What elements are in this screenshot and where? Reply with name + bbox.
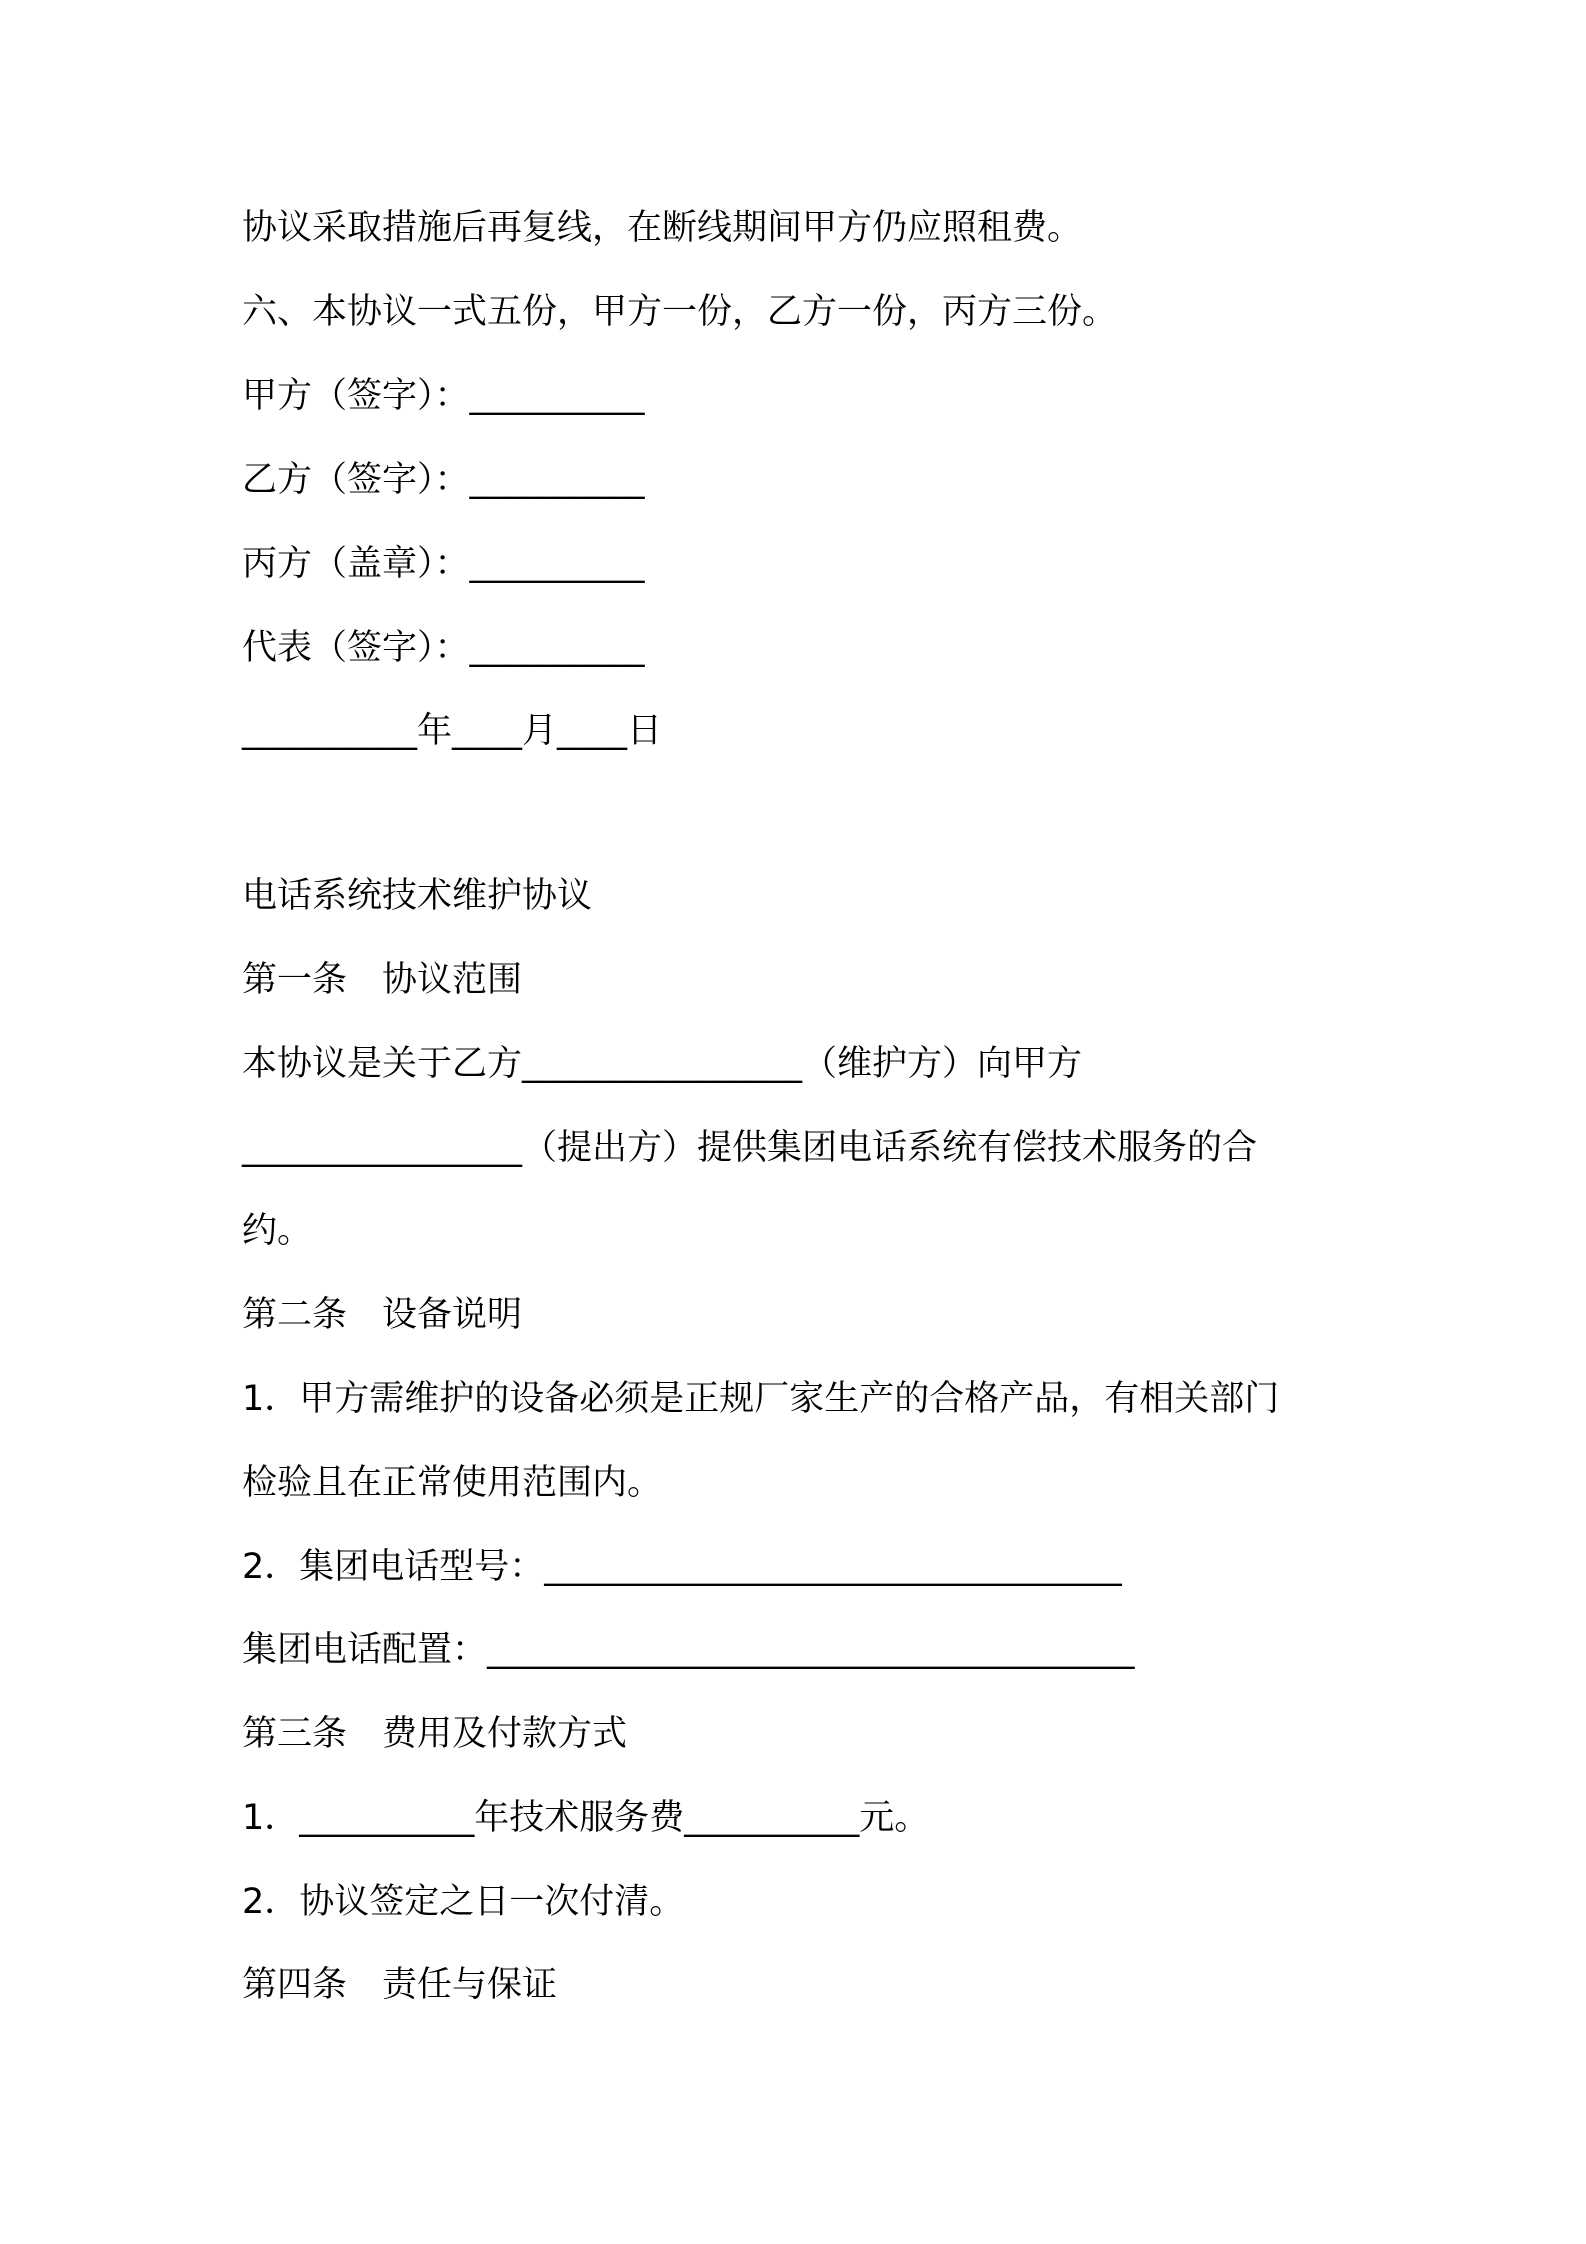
signature-line-party-b: 乙方（签字）：__________ bbox=[242, 460, 645, 500]
article-3-item-2-payment: 2．协议签定之日一次付清。 bbox=[242, 1882, 685, 1922]
article-2-item-1-line-2: 检验且在正常使用范围内。 bbox=[242, 1463, 663, 1503]
article-1-text-line-3: 约。 bbox=[242, 1211, 313, 1251]
article-2-configuration: 集团电话配置：_____________________________________ bbox=[242, 1630, 1135, 1670]
article-1-heading: 第一条 协议范围 bbox=[242, 960, 523, 1000]
article-4-heading: 第四条 责任与保证 bbox=[242, 1965, 558, 2005]
article-3-heading: 第三条 费用及付款方式 bbox=[242, 1714, 628, 1754]
article-3-item-1-fee: 1．__________年技术服务费__________元。 bbox=[242, 1798, 930, 1838]
date-line: __________年____月____日 bbox=[242, 711, 663, 751]
article-1-text-line-1: 本协议是关于乙方________________（维护方）向甲方 bbox=[242, 1044, 1083, 1084]
seal-line-party-c: 丙方（盖章）：__________ bbox=[242, 544, 645, 584]
article-2-item-1-line-1: 1．甲方需维护的设备必须是正规厂家生产的合格产品，有相关部门 bbox=[242, 1379, 1280, 1419]
text-line-copies-clause: 六、本协议一式五份，甲方一份，乙方一份，丙方三份。 bbox=[242, 292, 1118, 332]
agreement-title: 电话系统技术维护协议 bbox=[242, 876, 593, 916]
article-2-heading: 第二条 设备说明 bbox=[242, 1295, 523, 1335]
article-1-text-line-2: ________________（提出方）提供集团电话系统有偿技术服务的合 bbox=[242, 1128, 1258, 1168]
signature-line-representative: 代表（签字）：__________ bbox=[242, 628, 645, 668]
signature-line-party-a: 甲方（签字）：__________ bbox=[242, 376, 645, 416]
text-line-rent-clause: 协议采取措施后再复线，在断线期间甲方仍应照租费。 bbox=[242, 208, 1083, 248]
article-2-item-2-model: 2．集团电话型号：_________________________________ bbox=[242, 1547, 1122, 1587]
